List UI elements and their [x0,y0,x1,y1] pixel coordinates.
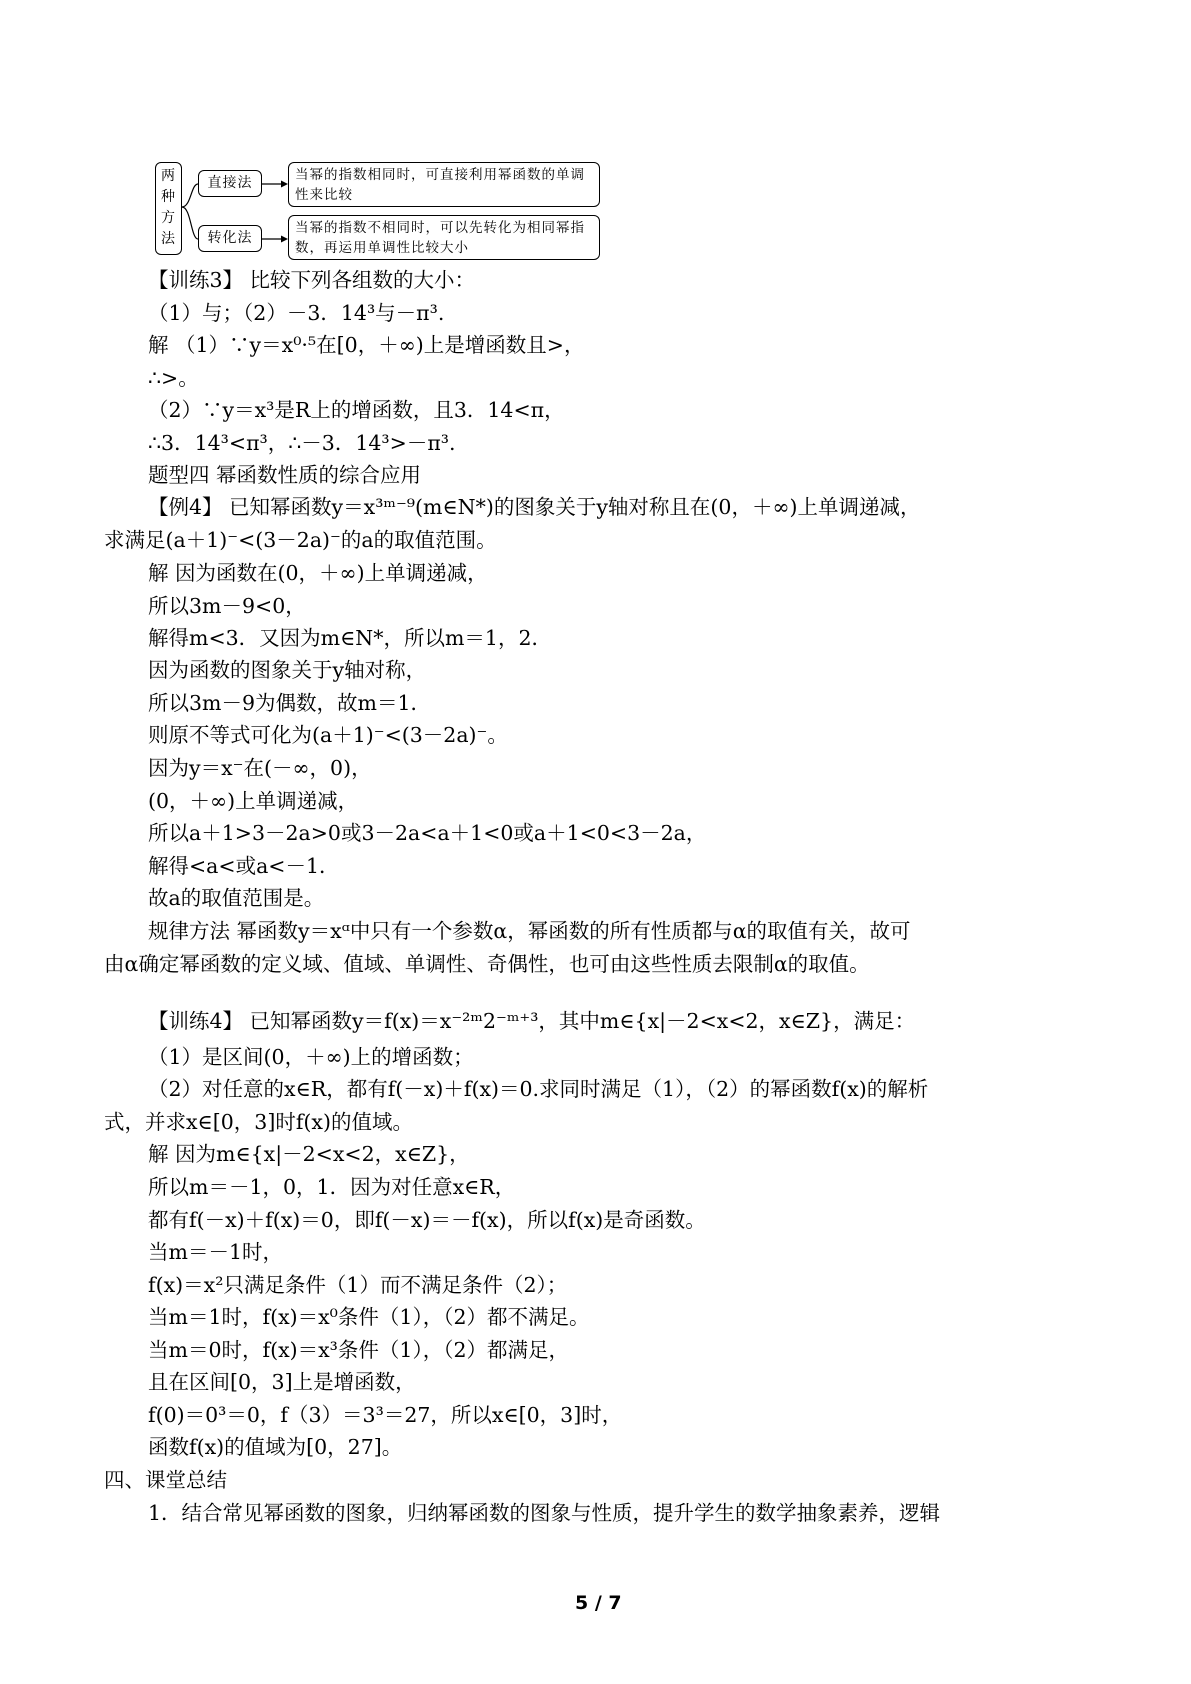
text-line: 故a的取值范围是。 [148,886,325,910]
text-line: 因为函数的图象关于y轴对称， [148,658,427,682]
text-line: 解得<a<或a<－1． [148,854,340,878]
methods-diagram [155,157,615,260]
text-line: 式，并求x∈[0，3]时f(x)的值域。 [104,1110,413,1134]
text-line: 解 （1）∵y＝x⁰·⁵在[0，＋∞)上是增函数且>， [148,333,585,357]
label-char: 法 [161,231,176,247]
text-line: 函数f(x)的值域为[0，27]。 [148,1435,403,1459]
page-number: 5 / 7 [575,1592,622,1614]
example4-heading: 【例4】 已知幂函数y＝x³ᵐ⁻⁹(m∈N*)的图象关于y轴对称且在(0，＋∞)上单调递减， [148,495,921,519]
section-heading: 四、课堂总结 [104,1468,227,1492]
training4-heading: 【训练4】 已知幂函数y＝f(x)＝x⁻²ᵐ2⁻ᵐ⁺³，其中m∈{x|－2<x<2，x∈Z}，满足： [148,1009,916,1033]
conversion-method-box: 转化法 [198,225,262,252]
text-line: ∴>。 [148,366,199,390]
text-line: （1）是区间(0，＋∞)上的增函数； [148,1045,474,1069]
text-line: f(x)＝x²只满足条件（1）而不满足条件（2）； [148,1273,568,1297]
text-line: 且在区间[0，3]上是增函数， [148,1370,416,1394]
conversion-method-description: 当幂的指数不相同时，可以先转化为相同幂指数，再运用单调性比较大小 [288,215,600,260]
text-line: 由α确定幂函数的定义域、值域、单调性、奇偶性，也可由这些性质去限制α的取值。 [104,952,870,976]
text-line: 因为y＝x⁻在(－∞，0)， [148,756,372,780]
direct-method-description: 当幂的指数相同时，可直接利用幂函数的单调性来比较 [288,162,600,207]
text-line: 求满足(a＋1)⁻<(3－2a)⁻的a的取值范围。 [104,528,497,552]
training3-heading: 【训练3】 比较下列各组数的大小： [148,268,476,292]
text-line: （2）∵y＝x³是R上的增函数，且3．14<π， [148,398,565,422]
text-line: 所以m＝－1，0，1．因为对任意x∈R， [148,1175,516,1199]
text-line: 解得m<3．又因为m∈N*，所以m＝1，2． [148,626,552,650]
text-line: 都有f(－x)＋f(x)＝0，即f(－x)＝－f(x)，所以f(x)是奇函数。 [148,1208,706,1232]
section-heading: 题型四 幂函数性质的综合应用 [148,463,422,487]
text-line: （2）对任意的x∈R，都有f(－x)＋f(x)＝0.求同时满足（1），（2）的幂函数f(x)的解析 [148,1077,929,1101]
two-methods-label [155,162,182,255]
text-line: 则原不等式可化为(a＋1)⁻<(3－2a)⁻。 [148,723,508,747]
text-line: 所以a＋1>3－2a>0或3－2a<a＋1<0或a＋1<0<3－2a， [148,821,707,845]
text-line: 所以3m－9为偶数，故m＝1． [148,691,432,715]
text-line: 所以3m－9<0， [148,594,306,618]
text-line: 解 因为函数在(0，＋∞)上单调递减， [148,561,488,585]
text-line: 解 因为m∈{x|－2<x<2，x∈Z}， [148,1142,470,1166]
label-char: 两 [161,168,176,184]
label-char: 方 [161,210,176,226]
direct-method-box: 直接法 [198,170,262,197]
text-line: 当m＝0时，f(x)＝x³条件（1），（2）都满足， [148,1338,569,1362]
text-line: ∴3．14³<π³，∴－3．14³>－π³. [148,431,456,455]
text-line: （1）与；（2）－3．14³与－π³. [148,301,445,325]
text-line: 1．结合常见幂函数的图象，归纳幂函数的图象与性质，提升学生的数学抽象素养，逻辑 [148,1501,941,1525]
rule-method-line: 规律方法 幂函数y＝xᵅ中只有一个参数α，幂函数的所有性质都与α的取值有关，故可 [148,919,911,943]
text-line: (0，＋∞)上单调递减， [148,789,359,813]
label-char: 种 [161,189,176,205]
text-line: f(0)＝0³＝0，f（3）＝3³＝27，所以x∈[0，3]时， [148,1403,623,1427]
text-line: 当m＝1时，f(x)＝x⁰条件（1），（2）都不满足。 [148,1305,590,1329]
text-line: 当m＝－1时， [148,1240,283,1264]
